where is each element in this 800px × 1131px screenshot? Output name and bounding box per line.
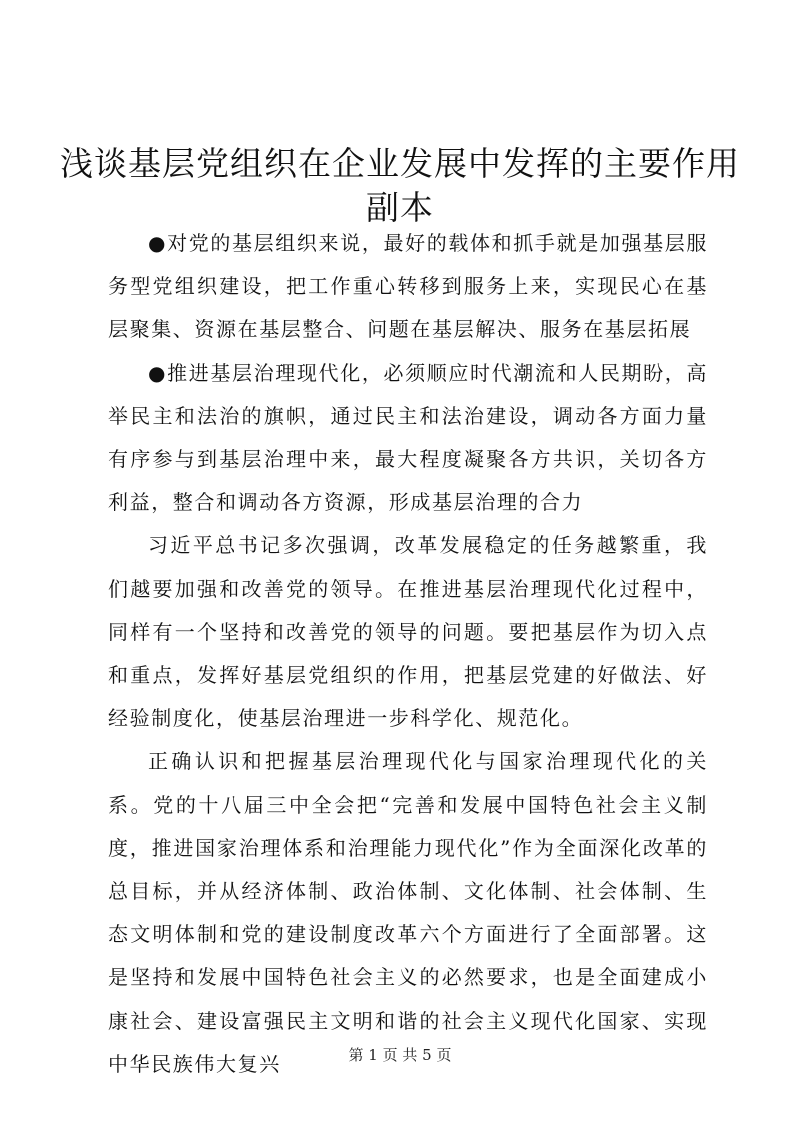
paragraph: ●推进基层治理现代化，必须顺应时代潮流和人民期盼，高举民主和法治的旗帜，通过民主和法治建设，调动各方面力量有序参与到基层治理中来，最大程度凝聚各方共识，关切各方利益，整合和调动各方资源，形成基层治理的合力 [108,360,708,515]
paragraph: 正确认识和把握基层治理现代化与国家治理现代化的关系。党的十八届三中全会把“完善和发展中国特色社会主义制度，推进国家治理体系和治理能力现代化”作为全面深化改革的总目标，并从经济体制、政治体制、文化体制、社会体制、生态文明体制和党的建设制度改革六个方面进行了全面部署。这是坚持和发展中国特色社会主义的必然要求，也是全面建成小康社会、建设富强民主文明和谐的社会主义现代化国家、实现中华民族伟大复兴 [108,749,708,1076]
document-title: 浅谈基层党组织在企业发展中发挥的主要作用 [60,144,740,183]
document-body [108,222,708,1086]
paragraph: ●对党的基层组织来说，最好的载体和抓手就是加强基层服务型党组织建设，把工作重心转移到服务上来，实现民心在基层聚集、资源在基层整合、问题在基层解决、服务在基层拓展 [108,231,708,342]
paragraph: 习近平总书记多次强调，改革发展稳定的任务越繁重，我们越要加强和改善党的领导。在推进基层治理现代化过程中，同样有一个坚持和改善党的领导的问题。要把基层作为切入点和重点，发挥好基层党组织的作用，把基层党建的好做法、好经验制度化，使基层治理进一步科学化、规范化。 [108,533,708,731]
page-number: 第 1 页 共 5 页 [348,1046,452,1064]
page-footer [0,1044,800,1065]
document-title-continued: 副本 [366,188,434,227]
